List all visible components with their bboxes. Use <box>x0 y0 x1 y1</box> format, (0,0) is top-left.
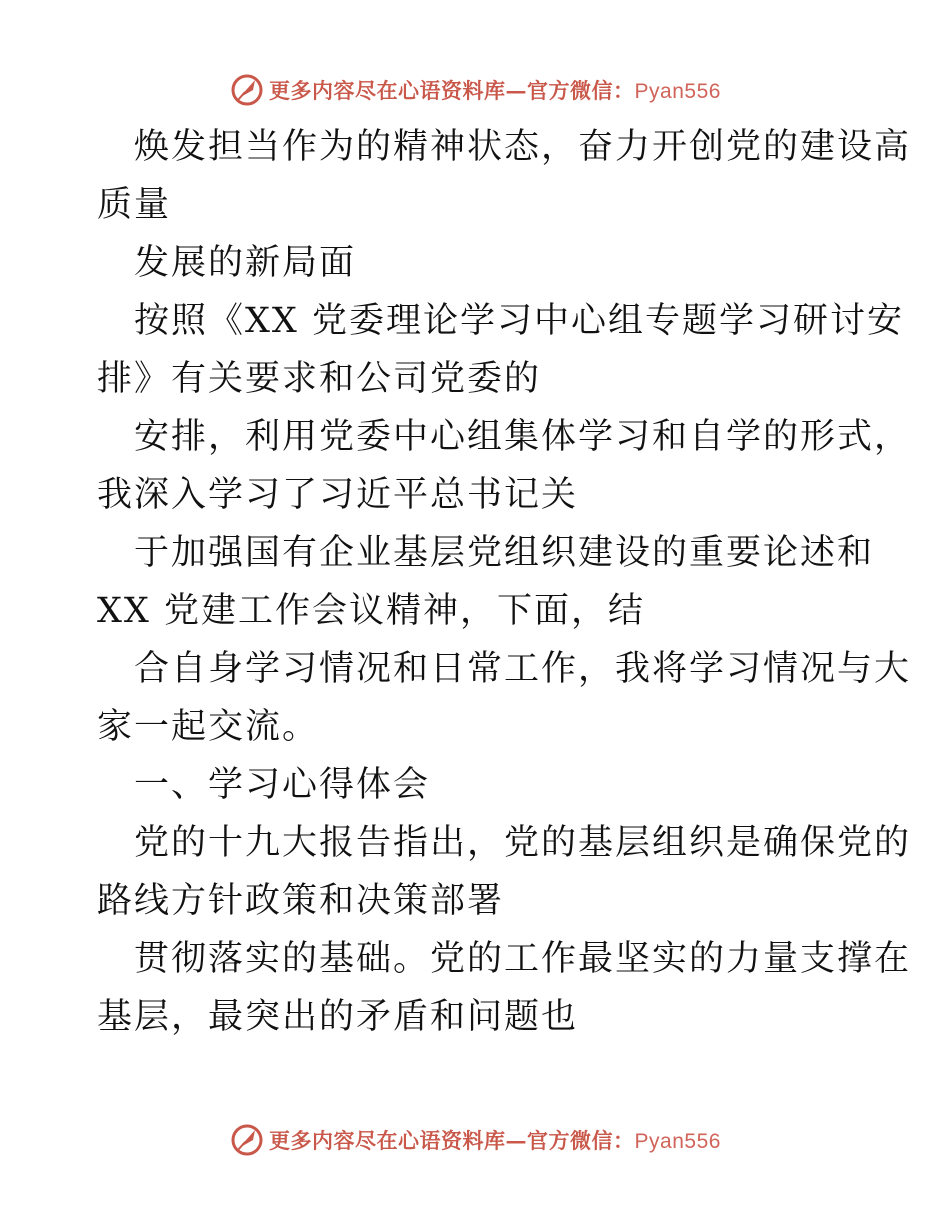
text-line: 发展的新局面 <box>134 243 357 283</box>
text-line: 贯彻落实的基础。党的工作最坚实的力量支撑在 <box>134 939 912 979</box>
footer-banner-id: Pyan556 <box>634 1130 721 1153</box>
document-body <box>97 118 912 1046</box>
text-line: 质量 <box>97 185 172 225</box>
text-line: 按照《XX 党委理论学习中心组专题学习研讨安 <box>134 301 904 341</box>
footer-banner <box>0 1120 950 1160</box>
text-line: 排》有关要求和公司党委的 <box>97 359 542 399</box>
header-banner-text: 更多内容尽在心语资料库—官方微信：Pyan556 <box>269 78 721 103</box>
text-line: 安排，利用党委中心组集体学习和自学的形式， <box>134 417 912 457</box>
text-line: 我深入学习了习近平总书记关 <box>97 475 579 515</box>
quill-logo-icon <box>229 1122 265 1158</box>
header-banner-id: Pyan556 <box>634 80 721 103</box>
text-line: XX 党建工作会议精神，下面，结 <box>97 591 645 631</box>
text-line: 于加强国有企业基层党组织建设的重要论述和 <box>134 533 875 573</box>
text-line: 路线方针政策和决策部署 <box>97 881 505 921</box>
text-line: 党的十九大报告指出，党的基层组织是确保党的 <box>134 823 912 863</box>
text-line: 合自身学习情况和日常工作，我将学习情况与大 <box>134 649 912 689</box>
text-line: 家一起交流。 <box>97 707 320 747</box>
header-banner <box>0 70 950 110</box>
text-line: 基层，最突出的矛盾和问题也 <box>97 997 579 1037</box>
footer-banner-text: 更多内容尽在心语资料库—官方微信：Pyan556 <box>269 1128 721 1153</box>
quill-logo-icon <box>229 72 265 108</box>
text-line: 焕发担当作为的精神状态，奋力开创党的建设高 <box>134 127 912 167</box>
text-line: 一、学习心得体会 <box>134 765 431 805</box>
